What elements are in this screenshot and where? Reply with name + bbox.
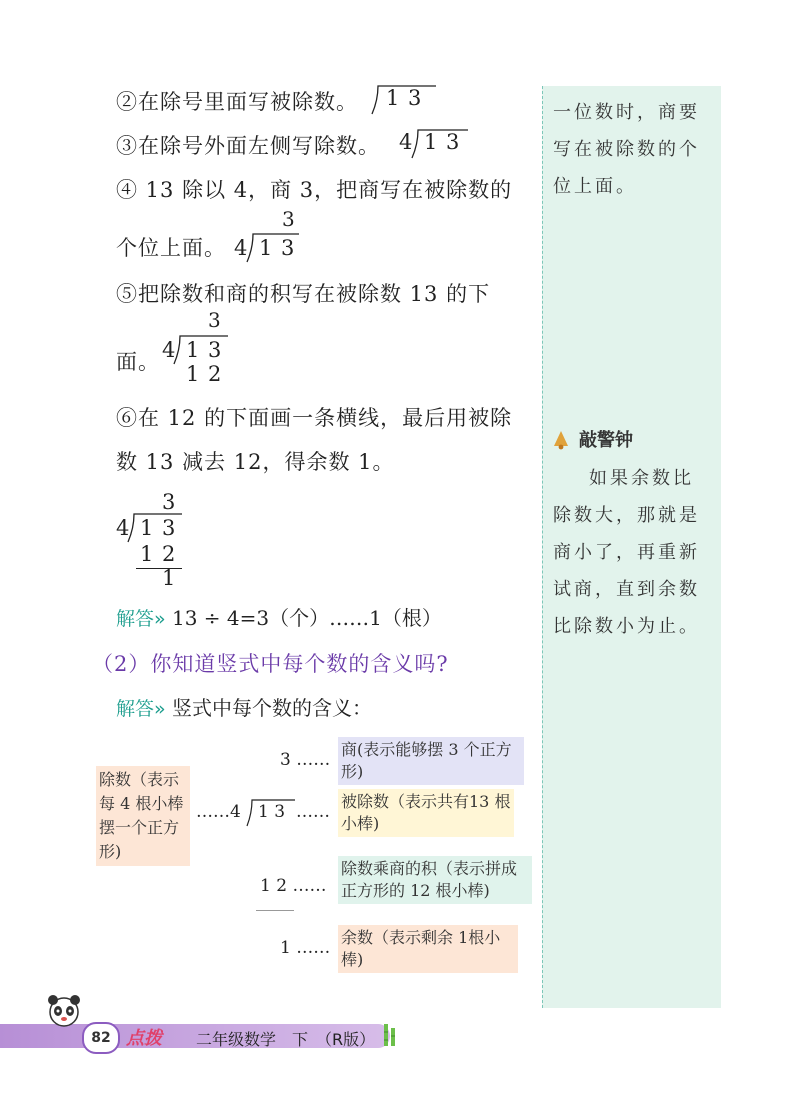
book-title: 二年级数学 下 （R版）: [196, 1030, 376, 1049]
step3-divisor: 4: [399, 130, 414, 154]
step-6-line1: ⑥在 12 的下面画一条横线，最后用被除: [116, 406, 513, 430]
step-5-line1: ⑤把除数和商的积写在被除数 13 的下: [116, 282, 491, 306]
sidebar-top-text: 一位数时，商要写在被除数的个位上面。: [553, 102, 700, 197]
product-note: 除数乘商的积（表示拼成正方形的 12 根小棒): [338, 856, 532, 904]
answer-2-text: 竖式中每个数的含义：: [171, 696, 372, 720]
step-2: ②在除号里面写被除数。: [116, 90, 358, 114]
remainder-note: 余数（表示剩余 1根小棒): [338, 925, 518, 973]
step5-dividend: 1 3: [186, 338, 223, 362]
step4-divisor: 4: [234, 236, 249, 260]
step5-divisor: 4: [162, 338, 177, 362]
answer-1-label: 解答»: [116, 608, 166, 630]
brand-logo: 点拨: [126, 1028, 162, 1049]
diagram-dividend: 1 3: [258, 802, 286, 822]
step-3: ③在除号外面左侧写除数。: [116, 134, 380, 158]
answer-1-text: 13 ÷ 4=3（个）……1（根）: [171, 606, 442, 630]
step4-quotient: 3: [282, 207, 296, 231]
warning-title: 敲警钟: [579, 430, 633, 451]
diagram-subtraction-line: [256, 910, 294, 911]
warning-text: 如果余数比除数大，那就是商小了，再重新试商，直到余数比除数小为止。: [553, 468, 700, 637]
diagram-product: 1 2 ……: [260, 876, 327, 896]
step4-dividend: 1 3: [259, 236, 296, 260]
step-6-line2: 数 13 减去 12，得余数 1。: [116, 450, 395, 474]
diagram-quotient: 3 ……: [280, 750, 331, 770]
step-4-line1: ④ 13 除以 4，商 3，把商写在被除数的: [116, 178, 513, 202]
diagram-dividend-dots: ……: [296, 802, 330, 822]
step3-dividend: 1 3: [424, 130, 461, 154]
full-dividend: 1 3: [140, 516, 177, 540]
page-number: 82: [82, 1022, 120, 1054]
answer-2-label: 解答»: [116, 698, 166, 720]
question-2: （2）你知道竖式中每个数的含义吗?: [92, 652, 449, 676]
answer-2: [116, 692, 372, 721]
step5-product: 1 2: [186, 362, 223, 386]
quotient-note: 商(表示能够摆 3 个正方形): [338, 737, 524, 785]
diagram-remainder: 1 ……: [280, 938, 331, 958]
bamboo-icon: [380, 1022, 400, 1048]
sidebar-panel: [542, 86, 721, 1008]
full-divisor: 4: [116, 516, 131, 540]
panda-mascot-icon: [44, 990, 84, 1030]
full-quotient: 3: [162, 490, 177, 514]
step-5-line2: 面。: [116, 350, 160, 374]
diagram-divisor: ……4: [196, 802, 241, 822]
dividend-note: 被除数（表示共有13 根小棒): [338, 789, 514, 837]
full-product: 1 2: [140, 542, 177, 566]
warning-header: [551, 426, 633, 452]
bell-icon: [551, 428, 571, 450]
step2-dividend: 1 3: [386, 86, 423, 110]
step-4-line2: 个位上面。: [116, 236, 226, 260]
answer-1: [116, 602, 442, 631]
full-remainder: 1: [162, 566, 177, 590]
step5-quotient: 3: [208, 308, 222, 332]
divisor-note: 除数（表示每 4 根小棒摆一个正方形): [96, 766, 190, 866]
